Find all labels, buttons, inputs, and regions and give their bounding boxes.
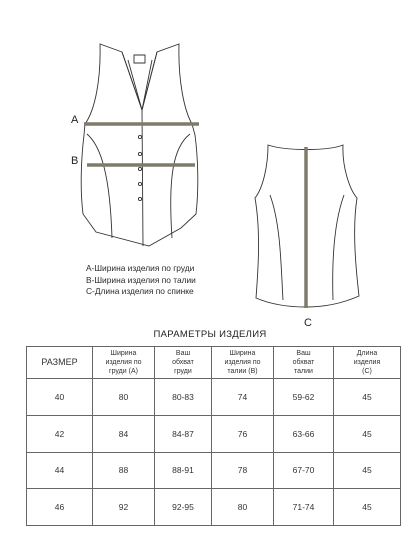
cell-bust: 84-87 [155, 415, 212, 452]
cell-chest-width: 84 [93, 415, 155, 452]
label-b: B [71, 155, 79, 167]
cell-bust: 88-91 [155, 452, 212, 489]
vest-front-drawing [81, 44, 198, 246]
cell-waist-width: 74 [212, 379, 274, 416]
header-size: РАЗМЕР [27, 347, 93, 379]
cell-size: 40 [27, 379, 93, 416]
table-row [27, 415, 401, 452]
cell-waist: 59-62 [274, 379, 334, 416]
legend-item-a: А-Ширина изделия по груди [86, 263, 195, 273]
label-a: A [71, 114, 79, 126]
cell-length: 45 [334, 452, 401, 489]
cell-waist: 71-74 [274, 489, 334, 526]
header-waist-width: Ширина изделия по талии (В) [212, 347, 274, 379]
size-table [26, 346, 401, 526]
header-bust: Ваш обхват груди [155, 347, 212, 379]
cell-size: 42 [27, 415, 93, 452]
table-row [27, 379, 401, 416]
cell-length: 45 [334, 379, 401, 416]
legend-item-b: В-Ширина изделия по талии [86, 274, 196, 285]
cell-waist-width: 76 [212, 415, 274, 452]
cell-size: 46 [27, 489, 93, 526]
header-waist: Ваш обхват талии [274, 347, 334, 379]
cell-chest-width: 92 [93, 489, 155, 526]
cell-bust: 92-95 [155, 489, 212, 526]
header-chest-width: Ширина изделия по груди (А) [93, 347, 155, 379]
label-c: C [304, 317, 312, 329]
table-row [27, 452, 401, 489]
table-row [27, 489, 401, 526]
measurement-legend [86, 263, 196, 298]
cell-waist-width: 78 [212, 452, 274, 489]
cell-length: 45 [334, 415, 401, 452]
cell-waist-width: 80 [212, 489, 274, 526]
cell-bust: 80-83 [155, 379, 212, 416]
legend-item-c: С-Длина изделия по спинке [86, 286, 194, 296]
cell-waist: 67-70 [274, 452, 334, 489]
cell-size: 44 [27, 452, 93, 489]
table-header-row [27, 347, 401, 379]
cell-waist: 63-66 [274, 415, 334, 452]
table-title: ПАРАМЕТРЫ ИЗДЕЛИЯ [153, 329, 267, 340]
cell-chest-width: 80 [93, 379, 155, 416]
cell-chest-width: 88 [93, 452, 155, 489]
header-length: Длина изделия (С) [334, 347, 401, 379]
cell-length: 45 [334, 489, 401, 526]
